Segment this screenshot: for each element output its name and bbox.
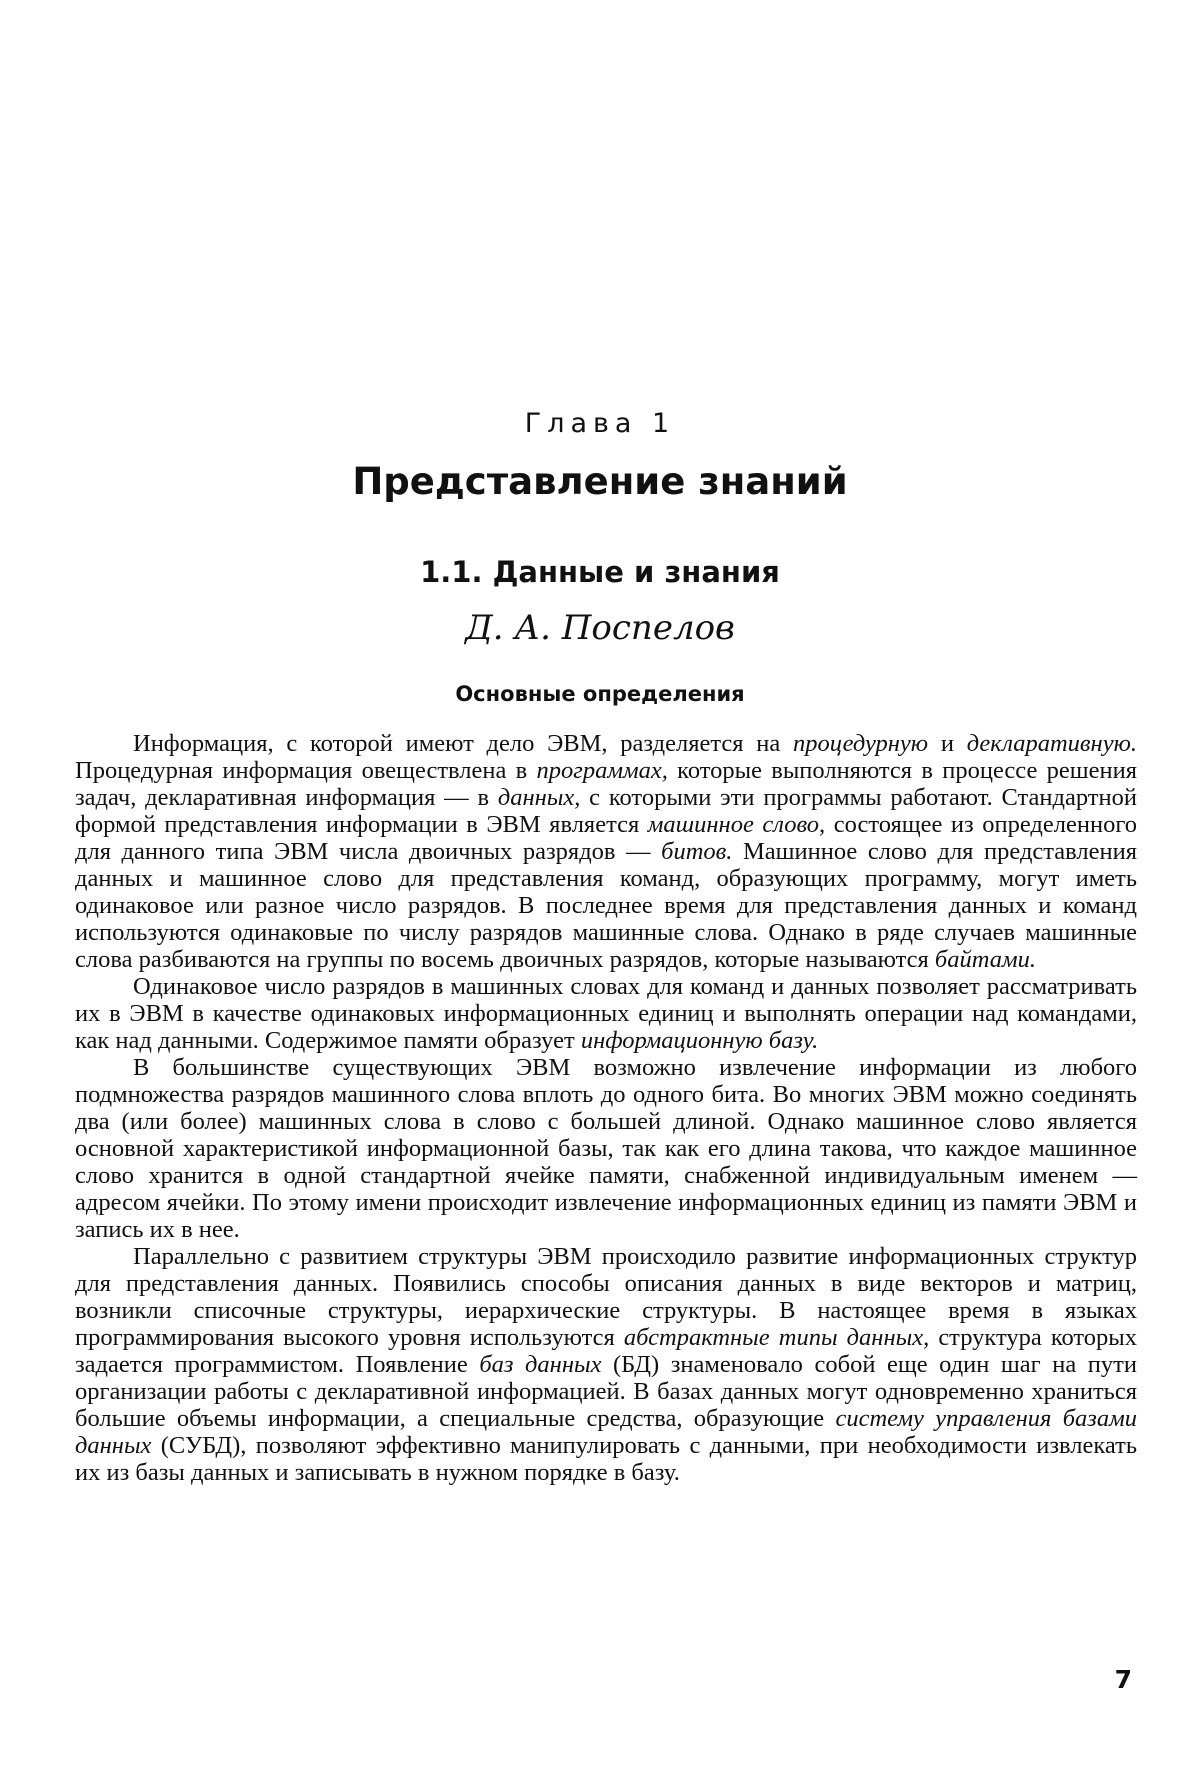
text-run: (БД) знаменовало собой еще один шаг на пути организации работы с декларативной информацией. В базах данных могут одновременно храниться большие объемы информации, а специальные средства, образующие: [75, 1351, 1137, 1432]
chapter-title: Представление знаний: [352, 460, 848, 503]
italic-term: информационную базу.: [580, 1027, 819, 1054]
italic-term: данных,: [497, 784, 581, 811]
text-run: Информация, с которой имеют дело ЭВМ, разделяется на: [133, 730, 794, 757]
italic-term: машинное слово,: [647, 811, 826, 838]
paragraph: [75, 1054, 1137, 1243]
text-run: Одинаковое число разрядов в машинных словах для команд и данных позволяет рассматривать их в ЭВМ в качестве одинаковых информационных единиц и выполнять операции над командами, как над данными. Содержимое памяти образует: [75, 973, 1137, 1054]
text-run: Машинное слово для представления данных и машинное слово для представления команд, образующих программу, могут иметь одинаковое или разное число разрядов. В последнее время для представления данных и команд используются одинаковые по числу разрядов машинные слова. Однако в ряде случаев машинные слова разбиваются на группы по восемь двоичных разрядов, которые называются: [75, 838, 1137, 973]
paragraph: [75, 730, 1137, 973]
paragraph: [75, 973, 1137, 1054]
text-run: Процедурная информация овеществлена в: [75, 757, 537, 784]
italic-term: программах,: [536, 757, 668, 784]
chapter-label: Глава 1: [524, 408, 676, 439]
text-run: (СУБД), позволяют эффективно манипулировать с данными, при необходимости извлекать их из базы данных и записывать в нужном порядке в базу.: [75, 1432, 1137, 1486]
text-run: которые выполняются в процессе решения задач, декларативная информация — в: [75, 757, 1137, 811]
page-number: 7: [1114, 1665, 1132, 1694]
italic-term: битов.: [661, 838, 733, 865]
text-run: и: [928, 730, 967, 757]
italic-term: процедурную: [793, 730, 929, 757]
section-title: 1.1. Данные и знания: [420, 555, 780, 589]
text-run: состоящее из определенного для данного типа ЭВМ числа двоичных разрядов —: [75, 811, 1138, 865]
italic-term: декларативную.: [966, 730, 1137, 757]
text-run: структура которых задается программистом. Появление: [75, 1324, 1137, 1378]
italic-term: байтами.: [934, 946, 1036, 973]
paragraph: [75, 1243, 1137, 1486]
text-run: Параллельно с развитием структуры ЭВМ происходило развитие информационных структур для представления данных. Появились способы описания данных в виде векторов и матриц, возникли списочные структуры, иерархические структуры. В настоящее время в языках программирования высокого уровня используются: [75, 1243, 1137, 1351]
italic-term: абстрактные типы данных,: [623, 1324, 930, 1351]
subsection-title: Основные определения: [455, 682, 745, 706]
italic-term: баз данных: [479, 1351, 602, 1378]
body-text: [75, 730, 1137, 1486]
italic-term: систему управления базами данных: [75, 1405, 1138, 1459]
text-run: В большинстве существующих ЭВМ возможно извлечение информации из любого подмножества разрядов машинного слова вплоть до одного бита. Во многих ЭВМ можно соединять два (или более) машинных слова в слово с большей длиной. Однако машинное слово является основной характеристикой информационной базы, так как его длина такова, что каждое машинное слово хранится в одной стандартной ячейке памяти, снабженной индивидуальным именем — адресом ячейки. По этому имени происходит извлечение информационных единиц из памяти ЭВМ и запись их в нее.: [75, 1054, 1137, 1243]
section-author: Д. А. Поспелов: [465, 608, 735, 648]
text-run: с которыми эти программы работают. Стандартной формой представления информации в ЭВМ является: [75, 784, 1137, 838]
